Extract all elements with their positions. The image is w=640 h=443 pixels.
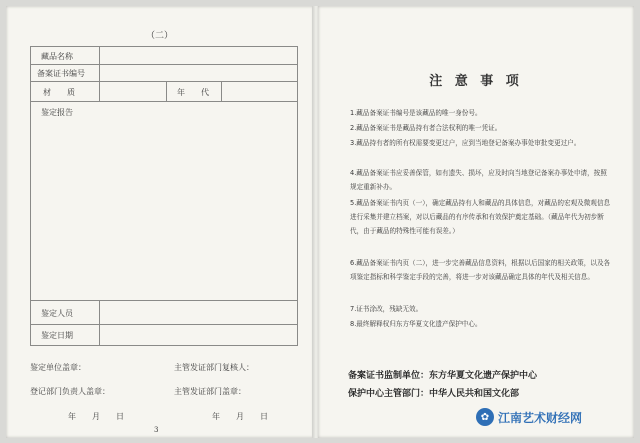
date-line-1: 年 月 日	[68, 412, 124, 421]
label-cert-no: 备案证书编号	[37, 69, 85, 78]
label-date: 鉴定日期	[41, 331, 73, 340]
label-report: 鉴定报告	[41, 108, 73, 117]
note-item: 8.最终解释权归东方华夏文化遗产保护中心。	[350, 320, 482, 328]
note-item: 5.藏品备案证书内页（一），确定藏品持有人和藏品的具体信息，对藏品的宏观及微观信息进行采集并建立档案，对以后藏品的有序传承和有效保护奠定基础。（藏品年代为初步断代，由于藏品的特殊性可能有误差。）	[350, 199, 611, 236]
left-page	[6, 6, 314, 438]
notice-title: 注 意 事 项	[429, 74, 523, 89]
unit-seal-label: 鉴定单位盖章：	[30, 363, 86, 372]
label-era: 年 代	[177, 88, 209, 97]
page-heading: （二）	[146, 31, 174, 41]
governing-department: 保护中心主管部门：中华人民共和国文化部	[348, 389, 520, 399]
right-page	[318, 6, 634, 438]
note-item: 4.藏品备案证书应妥善保管，如有遗失、损坏，应及时向当地登记备案办事处申请，按照规定重新补办。	[350, 169, 607, 192]
label-appraiser: 鉴定人员	[41, 309, 73, 318]
reviewer-label: 主管发证部门复核人：	[174, 363, 254, 372]
note-item: 6.藏品备案证书内页（二），进一步完善藏品信息资料，根据以后国家的相关政策，以及各项鉴定指标和科学鉴定手段的完善，将进一步对该藏品确定具体的年代及相关信息。	[350, 259, 611, 282]
issuer-seal-label: 主管发证部门盖章：	[174, 387, 246, 396]
watermark	[476, 406, 624, 428]
page-number: 3	[154, 426, 159, 434]
supervising-unit: 备案证书监制单位：东方华夏文化遗产保护中心	[348, 371, 538, 381]
watermark-text: 江南艺术财经网	[498, 410, 583, 425]
note-item: 3.藏品持有者的所有权需要变更过户，应到当地登记备案办事处审批变更过户。	[350, 139, 581, 147]
label-material: 材 质	[43, 88, 75, 97]
note-item: 7.证书涂改，残缺无效。	[350, 305, 423, 313]
reg-head-seal-label: 登记部门负责人盖章：	[30, 387, 110, 396]
note-item: 1.藏品备案证书编号是该藏品的唯一身份号。	[350, 109, 482, 117]
wechat-logo-icon: ✿	[476, 408, 494, 426]
label-name: 藏品名称	[41, 52, 73, 61]
note-item: 2.藏品备案证书是藏品持有者合法权利的唯一凭证。	[350, 124, 502, 132]
date-line-2: 年 月 日	[212, 412, 268, 421]
form-table	[30, 46, 298, 346]
